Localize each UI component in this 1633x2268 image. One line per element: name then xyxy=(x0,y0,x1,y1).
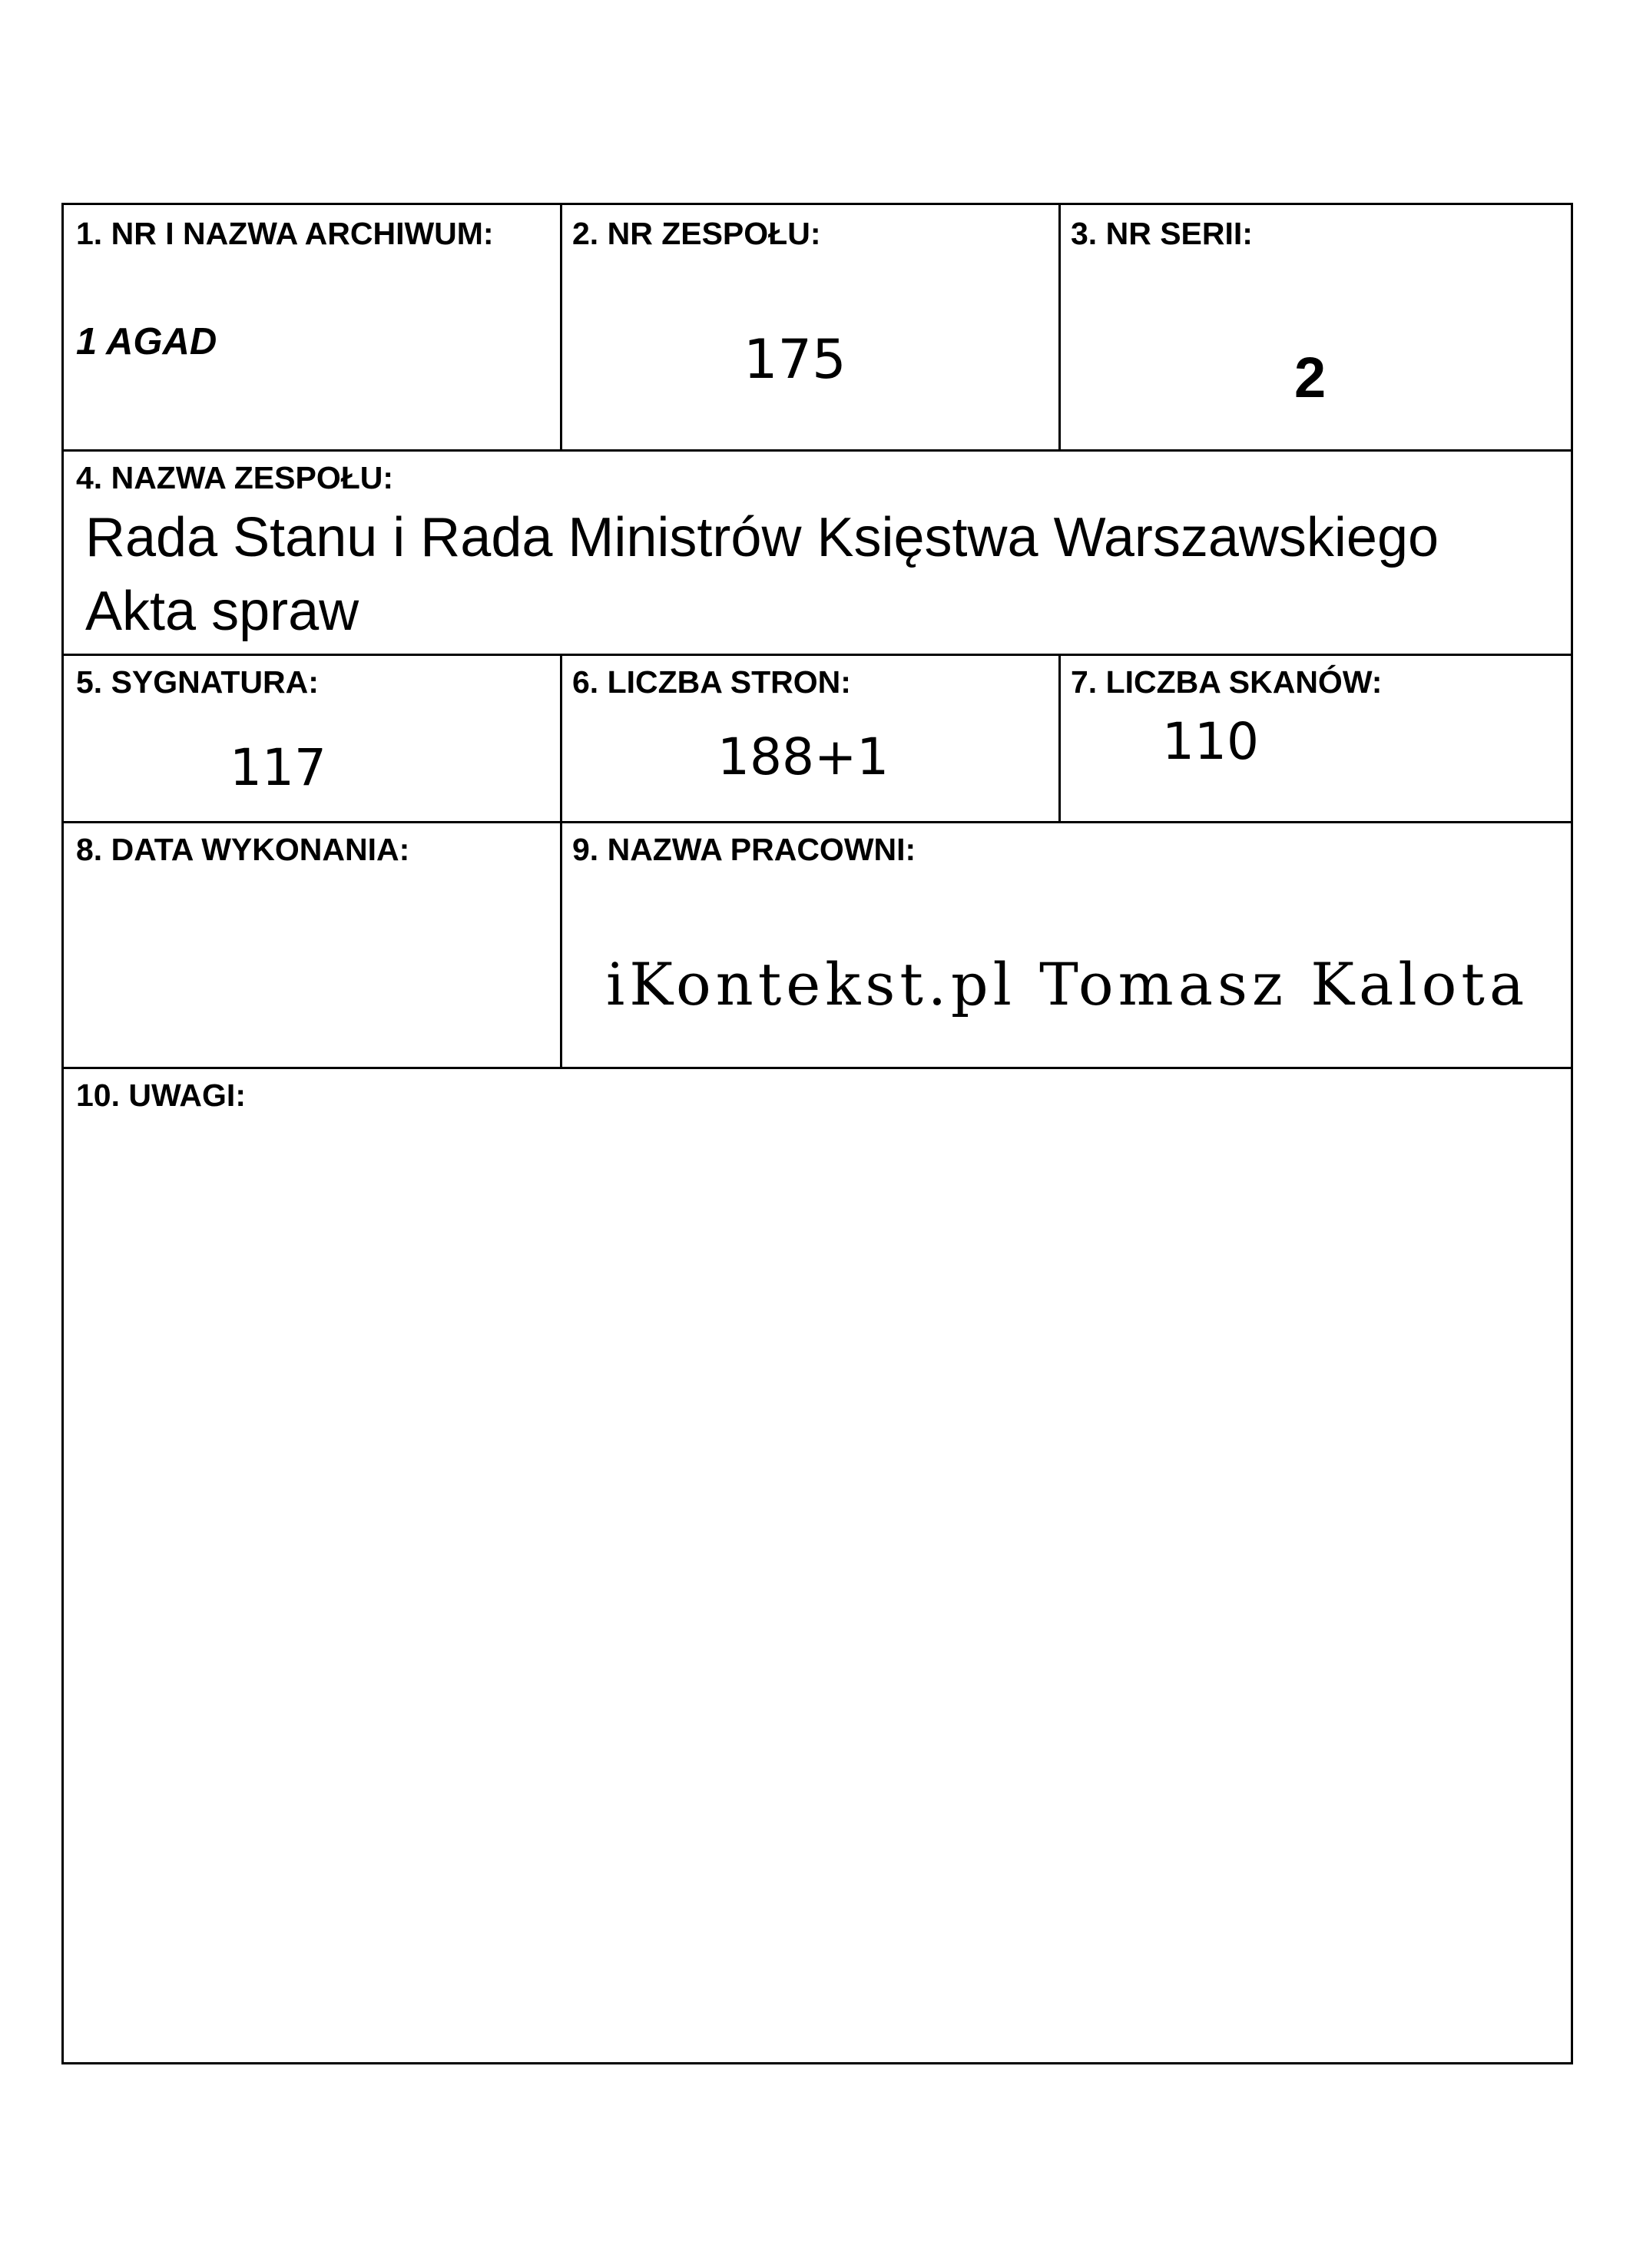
field-remarks xyxy=(64,1067,1575,2062)
field-value: 117 xyxy=(230,738,326,797)
field-value: 110 xyxy=(1162,712,1259,771)
field-value: 175 xyxy=(744,328,846,391)
field-scan-count xyxy=(1058,654,1575,821)
field-label: 9. NAZWA PRACOWNI: xyxy=(572,832,916,867)
fonds-name-line-1: Rada Stanu i Rada Ministrów Księstwa Warszawskiego xyxy=(85,507,1439,568)
field-label: 5. SYGNATURA: xyxy=(76,664,319,700)
field-label: 2. NR ZESPOŁU: xyxy=(572,216,821,251)
field-label: 6. LICZBA STRON: xyxy=(572,664,851,700)
field-label: 10. UWAGI: xyxy=(76,1078,246,1113)
field-value: 188+1 xyxy=(717,727,889,786)
field-fonds-number xyxy=(560,205,1058,449)
field-value: 1 AGAD xyxy=(76,321,217,363)
field-label: 8. DATA WYKONANIA: xyxy=(76,832,410,867)
field-archive xyxy=(64,205,560,449)
fonds-name-line-2: Akta spraw xyxy=(85,581,359,642)
field-execution-date xyxy=(64,821,560,1067)
field-label: 3. NR SERII: xyxy=(1071,216,1253,251)
field-label: 7. LICZBA SKANÓW: xyxy=(1071,664,1383,700)
field-value: 2 xyxy=(1294,346,1327,409)
field-label: 1. NR I NAZWA ARCHIWUM: xyxy=(76,216,494,251)
field-workshop-name xyxy=(560,821,1575,1067)
archive-form xyxy=(61,203,1573,2064)
field-series-number xyxy=(1058,205,1575,449)
field-label: 4. NAZWA ZESPOŁU: xyxy=(76,460,394,495)
workshop-name-value: iKontekst.pl Tomasz Kalota xyxy=(606,950,1529,1018)
